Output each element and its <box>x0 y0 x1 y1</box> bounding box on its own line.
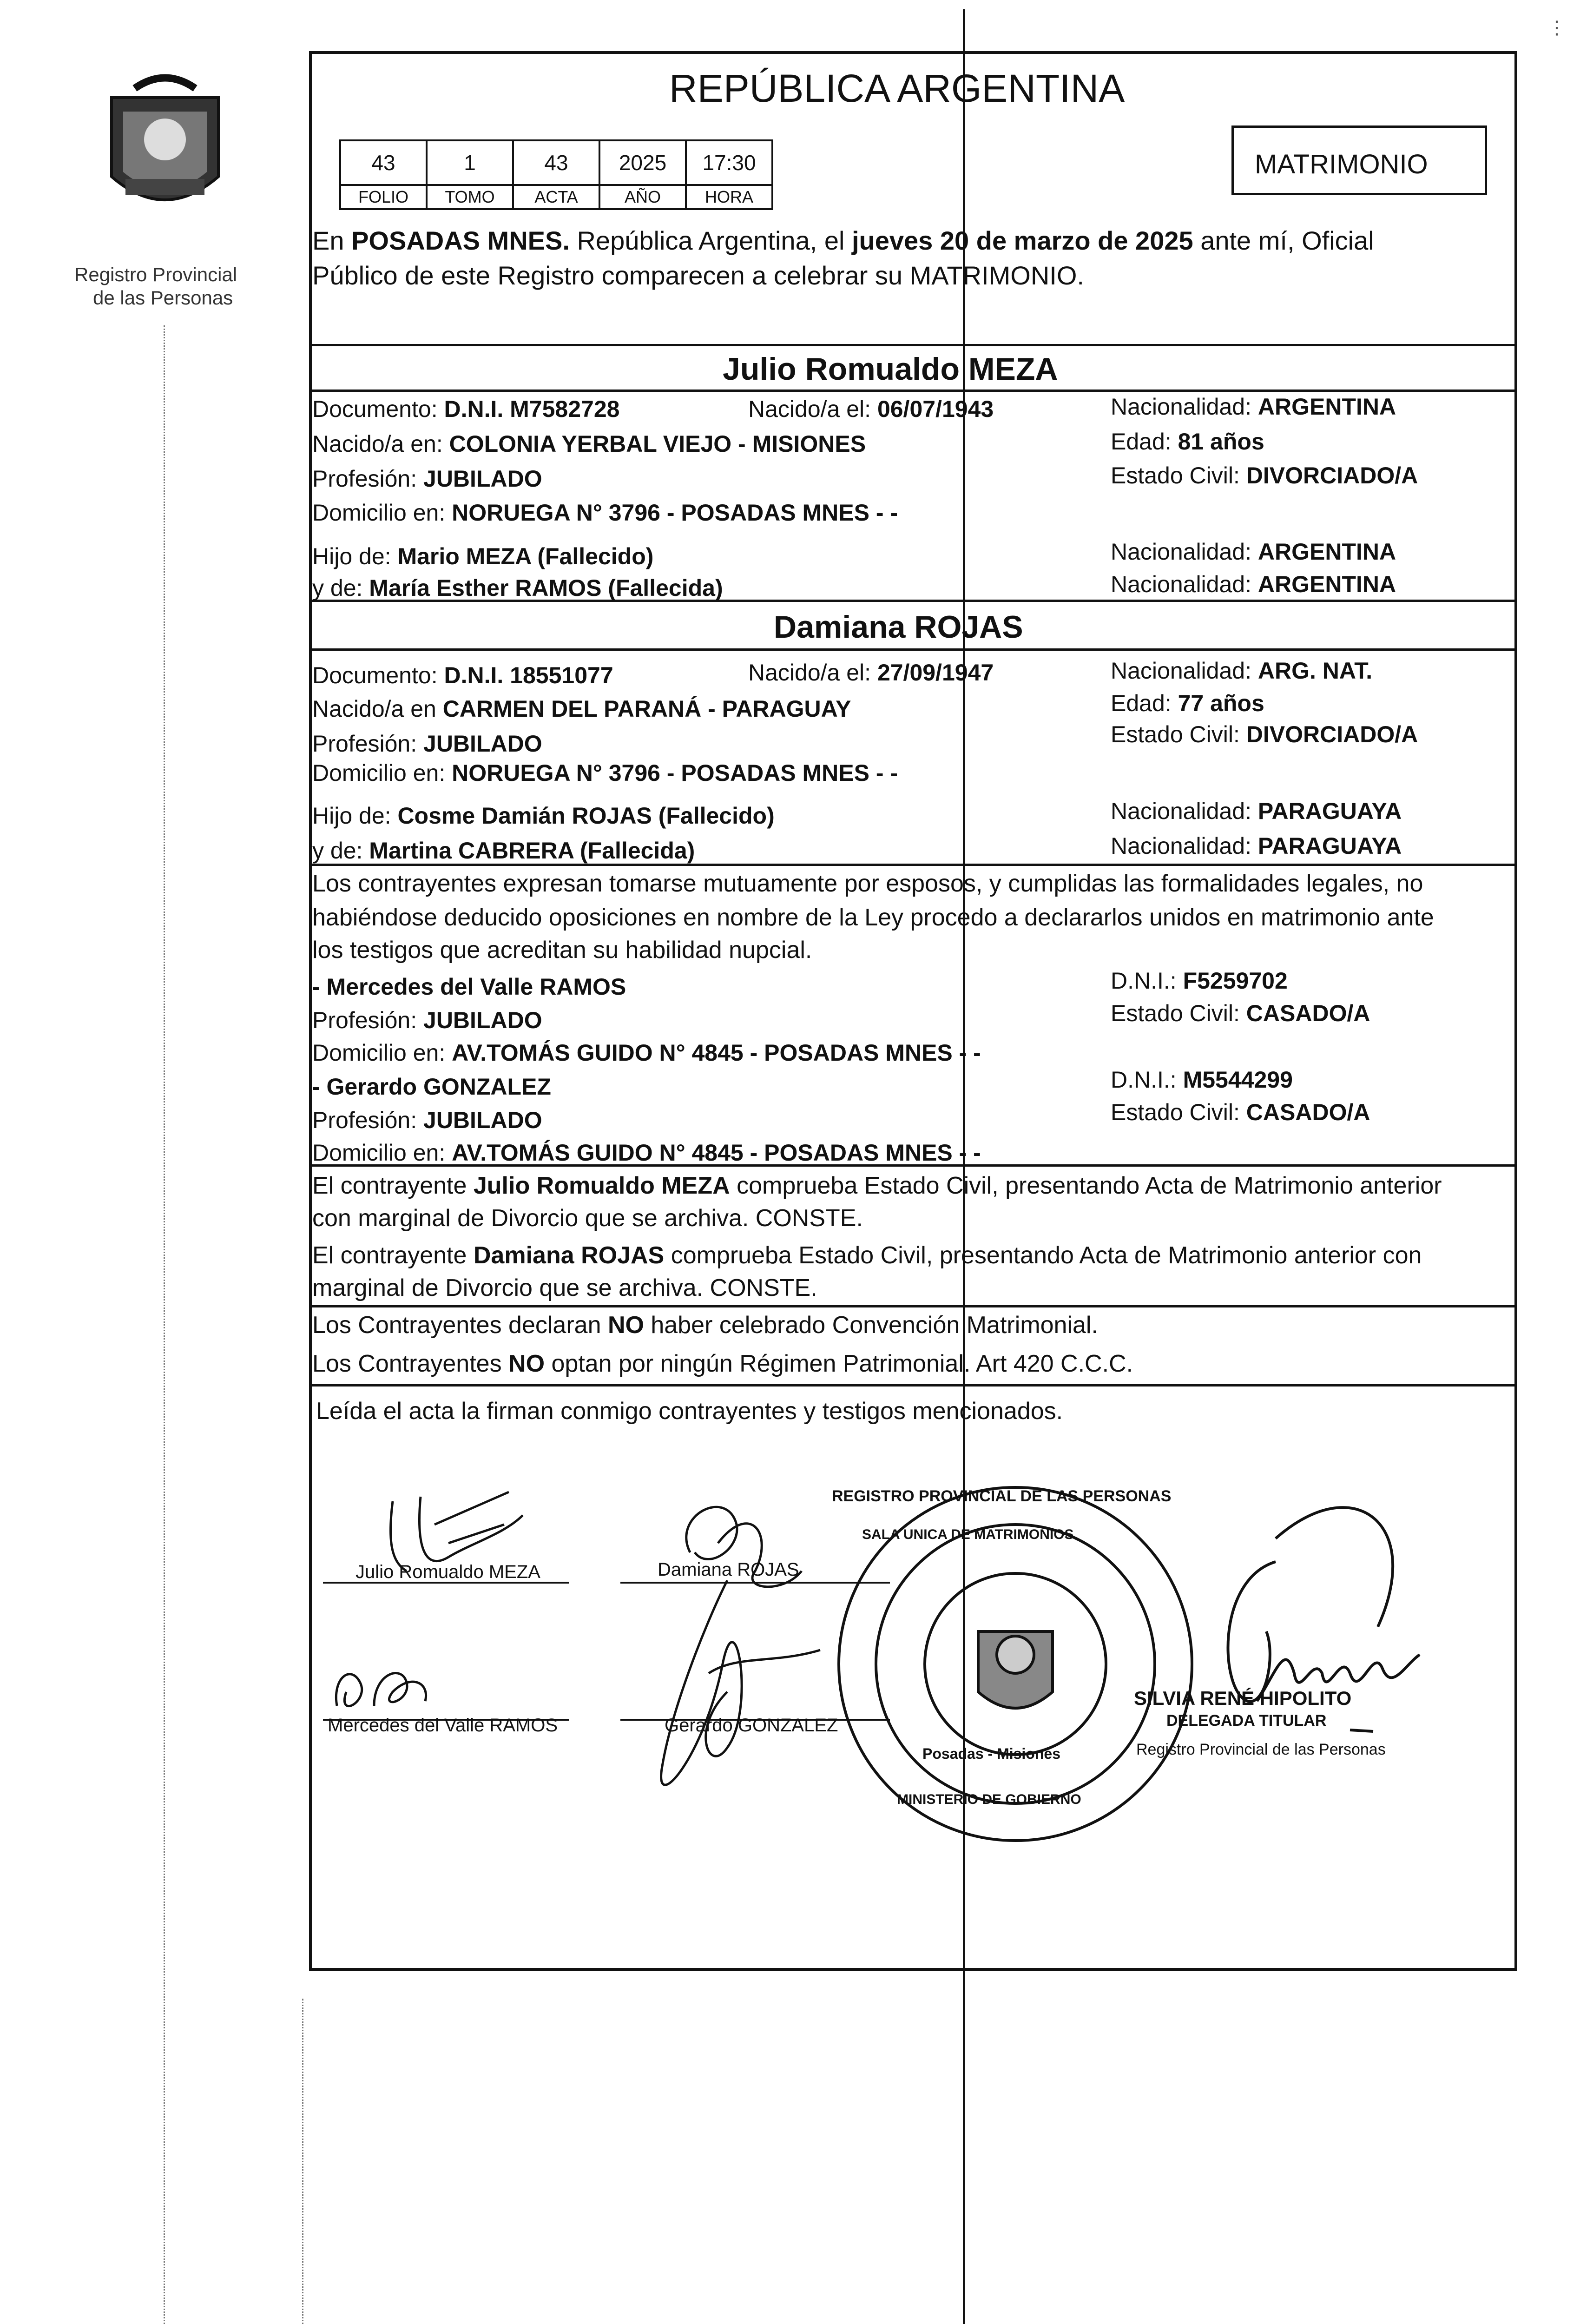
witness2-dni: D.N.I.: M5544299 <box>1111 1067 1293 1093</box>
spouse2-place: Nacido/a en CARMEN DEL PARANÁ - PARAGUAY <box>312 696 851 722</box>
declaration-line3: los testigos que acreditan su habilidad nupcial. <box>312 937 812 964</box>
spouse1-age: Edad: 81 años <box>1111 429 1264 455</box>
seal-inner-text: SALA UNICA DE MATRIMONIOS <box>862 1527 1074 1542</box>
intro-city: POSADAS MNES. <box>351 226 570 255</box>
seal-outer-text: REGISTRO PROVINCIAL DE LAS PERSONAS <box>832 1487 1172 1505</box>
civil-proof-2-line2: marginal de Divorcio que se archiva. CONSTE. <box>312 1274 817 1301</box>
signature-julio-icon <box>390 1492 523 1571</box>
dash-mark <box>1350 1730 1373 1731</box>
witness2-dom: Domicilio en: AV.TOMÁS GUIDO N° 4845 - POSADAS MNES - - <box>312 1140 981 1166</box>
spouse2-dom: Domicilio en: NORUEGA N° 3796 - POSADAS MNES - - <box>312 760 898 786</box>
divider-closing-top <box>309 1384 1517 1386</box>
acta-value: 43 <box>512 139 600 186</box>
declaration-line2: habiéndose deducido oposiciones en nombre de la Ley procedo a declararlos unidos en matrimonio ante <box>312 904 1434 931</box>
witness2-civil: Estado Civil: CASADO/A <box>1111 1099 1370 1125</box>
divider-spouse1-top <box>309 344 1517 346</box>
spouse1-civil: Estado Civil: DIVORCIADO/A <box>1111 462 1418 489</box>
year-label: AÑO <box>599 184 687 210</box>
divider-civil-proof-top <box>309 1164 1517 1167</box>
intro-text-b: República Argentina, el <box>569 226 852 255</box>
spouse1-mother: y de: María Esther RAMOS (Fallecida) <box>312 575 723 601</box>
spouse2-born: Nacido/a el: 27/09/1947 <box>748 660 994 686</box>
spouse2-prof: Profesión: JUBILADO <box>312 731 542 757</box>
divider-spouse2-top <box>309 600 1517 602</box>
spouse2-civil: Estado Civil: DIVORCIADO/A <box>1111 721 1418 747</box>
witness1-civil: Estado Civil: CASADO/A <box>1111 1000 1370 1026</box>
seal-bottom1-text: Posadas - Misiones <box>922 1745 1060 1762</box>
spouse2-mother-nat: Nacionalidad: PARAGUAYA <box>1111 833 1402 859</box>
intro-line1 <box>312 228 1374 254</box>
witness2-prof: Profesión: JUBILADO <box>312 1107 542 1133</box>
spouse1-name: Julio Romualdo MEZA <box>723 351 1058 387</box>
province-emblem-icon <box>88 70 242 228</box>
spouse1-father-nat: Nacionalidad: ARGENTINA <box>1111 539 1396 565</box>
hour-value: 17:30 <box>685 139 773 186</box>
spouse2-age: Edad: 77 años <box>1111 690 1264 716</box>
logo-caption-line2: de las Personas <box>93 287 233 309</box>
spouse1-father: Hijo de: Mario MEZA (Fallecido) <box>312 543 654 569</box>
spouse1-doc: Documento: D.N.I. M7582728 <box>312 396 620 422</box>
page-title: REPÚBLICA ARGENTINA <box>669 66 1125 110</box>
spouse1-dom: Domicilio en: NORUEGA N° 3796 - POSADAS MNES - - <box>312 500 898 526</box>
signature-mercedes-icon <box>336 1673 426 1706</box>
margin-dots-inner <box>302 1999 303 2324</box>
year-value: 2025 <box>599 139 687 186</box>
witness1-dni: D.N.I.: F5259702 <box>1111 968 1288 994</box>
convention-line1: Los Contrayentes declaran NO haber celebrado Convención Matrimonial. <box>312 1312 1098 1339</box>
civil-proof-1-line2: con marginal de Divorcio que se archiva. CONSTE. <box>312 1205 863 1232</box>
official-office: Registro Provincial de las Personas <box>1136 1741 1386 1758</box>
signature-official-icon <box>1228 1507 1420 1701</box>
civil-proof-2: El contrayente Damiana ROJAS comprueba Estado Civil, presentando Acta de Matrimonio anterior con <box>312 1242 1422 1269</box>
official-role: DELEGADA TITULAR <box>1166 1712 1327 1730</box>
logo-caption-line1: Registro Provincial <box>74 264 237 285</box>
intro-text-a: En <box>312 226 352 255</box>
spouse1-prof: Profesión: JUBILADO <box>312 466 542 492</box>
signature-caption-damiana: Damiana ROJAS <box>658 1559 799 1580</box>
spouse1-mother-nat: Nacionalidad: ARGENTINA <box>1111 571 1396 597</box>
seal-bottom2-text: MINISTERIO DE GOBIERNO <box>897 1792 1081 1807</box>
witness1-dom: Domicilio en: AV.TOMÁS GUIDO N° 4845 - POSADAS MNES - - <box>312 1040 981 1066</box>
acta-label: ACTA <box>512 184 600 210</box>
divider-spouse1-name <box>309 390 1517 392</box>
hour-label: HORA <box>685 184 773 210</box>
closing-text: Leída el acta la firman conmigo contrayentes y testigos mencionados. <box>316 1398 1063 1425</box>
spouse2-father: Hijo de: Cosme Damián ROJAS (Fallecido) <box>312 803 775 829</box>
signature-caption-gerardo: Gerardo GONZALEZ <box>665 1715 838 1736</box>
spouse1-place: Nacido/a en: COLONIA YERBAL VIEJO - MISIONES <box>312 431 866 457</box>
spouse2-nat: Nacionalidad: ARG. NAT. <box>1111 658 1373 684</box>
signature-caption-mercedes: Mercedes del Valle RAMOS <box>328 1715 558 1736</box>
spouse2-name: Damiana ROJAS <box>774 609 1023 645</box>
scan-mark-1: ⋮ <box>1547 18 1566 38</box>
intro-text-c: ante mí, Oficial <box>1193 226 1374 255</box>
spouse1-born: Nacido/a el: 06/07/1943 <box>748 396 994 422</box>
official-name: SILVIA RENÉ HIPOLITO <box>1134 1687 1352 1709</box>
folio-value: 43 <box>339 139 428 186</box>
witness2-name: - Gerardo GONZALEZ <box>312 1074 551 1100</box>
province-logo <box>88 70 242 228</box>
intro-line2: Público de este Registro comparecen a celebrar su MATRIMONIO. <box>312 261 1084 290</box>
civil-proof-1: El contrayente Julio Romualdo MEZA comprueba Estado Civil, presentando Acta de Matrimonio anterior <box>312 1172 1442 1199</box>
folio-label: FOLIO <box>339 184 428 210</box>
divider-declaration-top <box>309 864 1517 866</box>
spouse2-mother: y de: Martina CABRERA (Fallecida) <box>312 838 695 864</box>
signature-caption-julio: Julio Romualdo MEZA <box>356 1562 540 1582</box>
divider-convention-top <box>309 1305 1517 1307</box>
divider-spouse2-name <box>309 648 1517 651</box>
spouse2-doc: Documento: D.N.I. 18551077 <box>312 662 613 688</box>
margin-dots-left <box>164 325 165 2324</box>
witness1-prof: Profesión: JUBILADO <box>312 1007 542 1033</box>
act-type-label: MATRIMONIO <box>1255 149 1428 179</box>
spouse1-nat: Nacionalidad: ARGENTINA <box>1111 394 1396 420</box>
intro-date: jueves 20 de marzo de 2025 <box>851 226 1193 255</box>
convention-line2: Los Contrayentes NO optan por ningún Régimen Patrimonial. Art 420 C.C.C. <box>312 1350 1133 1377</box>
spouse2-father-nat: Nacionalidad: PARAGUAYA <box>1111 798 1402 824</box>
tomo-label: TOMO <box>426 184 514 210</box>
signature-gerardo-icon <box>661 1580 820 1785</box>
declaration-line1: Los contrayentes expresan tomarse mutuamente por esposos, y cumplidas las formalidades legales, no <box>312 870 1423 897</box>
witness1-name: - Mercedes del Valle RAMOS <box>312 974 626 1000</box>
tomo-value: 1 <box>426 139 514 186</box>
